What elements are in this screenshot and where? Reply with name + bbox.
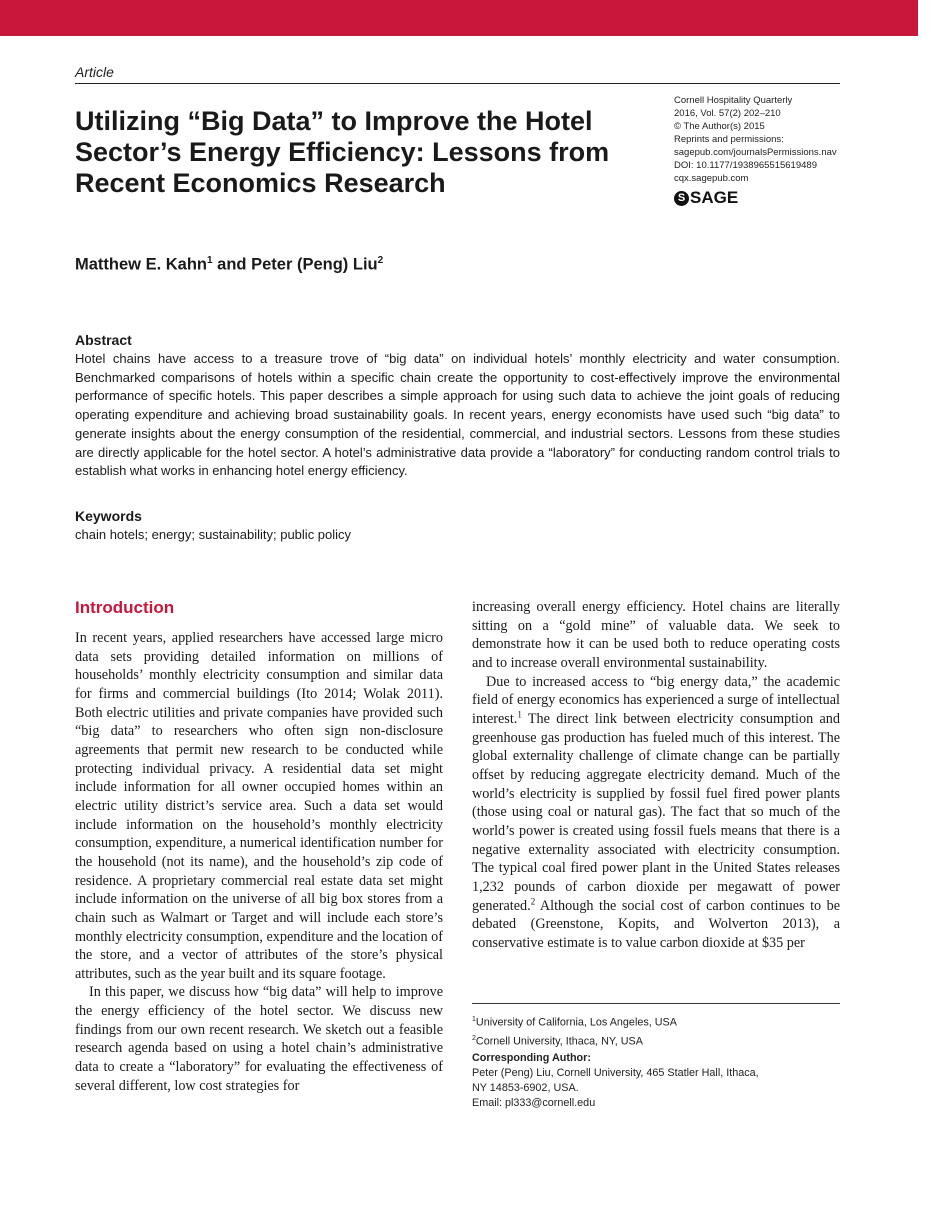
affiliations (472, 1012, 677, 1049)
footnote-ref-1[interactable]: 1 (517, 709, 522, 720)
reprints-line: Reprints and permissions: (674, 134, 784, 145)
corresponding-address-line: NY 14853-6902, USA. (472, 1082, 579, 1094)
body-paragraph (472, 673, 840, 953)
corresponding-author-heading: Corresponding Author: (472, 1052, 591, 1064)
affiliation-number: 1 (472, 1016, 476, 1023)
keywords-text: chain hotels; energy; sustainability; public policy (75, 527, 352, 542)
footnote-divider (472, 1003, 840, 1004)
article-type-label: Article (75, 64, 114, 80)
paragraph-text: Although the social cost of carbon continues to be debated (Greenstone, Kopits, and Wolverton 2013), a conservative estimate is to value carbon dioxide at $35 per (472, 897, 840, 951)
journal-volume: 2016, Vol. 57(2) 202–210 (674, 108, 781, 119)
corresponding-email[interactable]: Email: pl333@cornell.edu (472, 1097, 596, 1109)
body-paragraph: In recent years, applied researchers have accessed large micro data sets providing detailed information on millions of households’ monthly electricity consumption and similar data for firms and commercial buildings (Ito 2014; Wolak 2011). Both electric utilities and private companies have provided such “big data” to researchers who often sign non-disclosure agreements that permit new research to be conducted while protecting individual privacy. A residential data set might include information for all owner occupied homes within an electric utility district’s service area. Such a data set would include information on the household’s monthly electricity consumption, expenditure, a numerical identification number for the household (not its name), and the household’s zip code of residence. A proprietary commercial real estate data set might include information on the universe of all big box stores from a chain such as Walmart or Target and will include each store’s monthly electricity consumption, expenditure and the location of the store, and a vector of attributes of the store’s physical attributes, such as the year built and its square footage. (75, 630, 443, 982)
footnote-ref-2[interactable]: 2 (530, 895, 536, 906)
keywords-heading: Keywords (75, 508, 142, 524)
abstract-heading: Abstract (75, 332, 132, 348)
affiliation-text: University of California, Los Angeles, USA (475, 1016, 677, 1029)
journal-name: Cornell Hospitality Quarterly (674, 95, 793, 106)
sage-logo (674, 188, 738, 208)
introduction-heading: Introduction (75, 598, 175, 617)
abstract-text: Hotel chains have access to a treasure trove of “big data” on individual hotels’ monthly electricity and water consumption. Benchmarked comparisons of hotels within a specific chain create the opportunity to cost-effectively improve the environmental performance of specific hotels. This paper describes a simple approach for using such data to achieve the joint goals of reducing operating expenditure and achieving broad sustainability goals. In recent years, energy economists have used such “big data” to generate insights about the energy consumption of the residential, commercial, and industrial sectors. Lessons from these studies are directly applicable for the hotel sector. A hotel’s administrative data provide a “laboratory” for conducting random control trials to establish what works in enhancing hotel energy efficiency. (75, 351, 840, 479)
author-name: Matthew E. Kahn (75, 255, 208, 274)
body-paragraph: In this paper, we discuss how “big data” will help to improve the energy efficiency of the hotel sector. We discuss new findings from our own recent research. We sketch out a feasible research agenda based on using a hotel chain’s administrative data to create a “laboratory” for evaluating the effectiveness of several different, low cost strategies for (75, 984, 443, 1094)
sage-s-icon: S (674, 191, 689, 206)
author-line (75, 255, 383, 275)
permissions-link[interactable]: sagepub.com/journalsPermissions.nav (674, 147, 837, 158)
corresponding-address-line: Peter (Peng) Liu, Cornell University, 465 Statler Hall, Ithaca, (472, 1067, 759, 1079)
journal-info (674, 94, 874, 185)
affiliation-number: 2 (472, 1034, 476, 1042)
header-divider (75, 83, 840, 84)
corresponding-author (472, 1051, 840, 1111)
affiliation-1 (472, 1012, 677, 1031)
doi-link[interactable]: DOI: 10.1177/1938965515619489 (674, 160, 817, 171)
left-column (75, 629, 443, 1095)
copyright-line: © The Author(s) 2015 (674, 121, 765, 132)
body-paragraph: increasing overall energy efficiency. Hotel chains are literally sitting on a “gold mine” of valuable data. We seek to demonstrate how it can be used both to reduce operating costs and to increase overall environmental sustainability. (472, 599, 840, 671)
affiliation-text: Cornell University, Ithaca, NY, USA (475, 1035, 643, 1048)
paragraph-text: The direct link between electricity consumption and greenhouse gas production has fueled much of this interest. The global externality challenge of climate change can be partially offset by reducing aggregate electricity demand. Much of the world’s electricity is supplied by fossil fuel fired power plants (those using coal or natural gas). The fact that so much of the world’s power is created using fossil fuels means that there is a negative externality associated with electricity consumption. The typical coal fired power plant in the United States releases 1,232 pounds of carbon dioxide per megawatt of power generated. (472, 710, 840, 914)
author-connector: and (212, 255, 252, 274)
author-name: Peter (Peng) Liu (251, 255, 378, 274)
journal-site-link[interactable]: cqx.sagepub.com (674, 173, 749, 184)
paper-title: Utilizing “Big Data” to Improve the Hotel Sector’s Energy Efficiency: Lessons from Recent Economics Research (75, 106, 610, 198)
journal-color-bar (0, 0, 918, 36)
affiliation-2 (472, 1031, 677, 1050)
paragraph-text: Due to increased access to “big energy data,” the academic field of energy economics has experienced a surge of intellectual interest. (472, 673, 840, 727)
affiliation-marker: 2 (377, 255, 384, 266)
affiliation-marker: 1 (207, 255, 213, 266)
sage-logo-text: SAGE (690, 188, 739, 207)
right-column (472, 598, 840, 952)
